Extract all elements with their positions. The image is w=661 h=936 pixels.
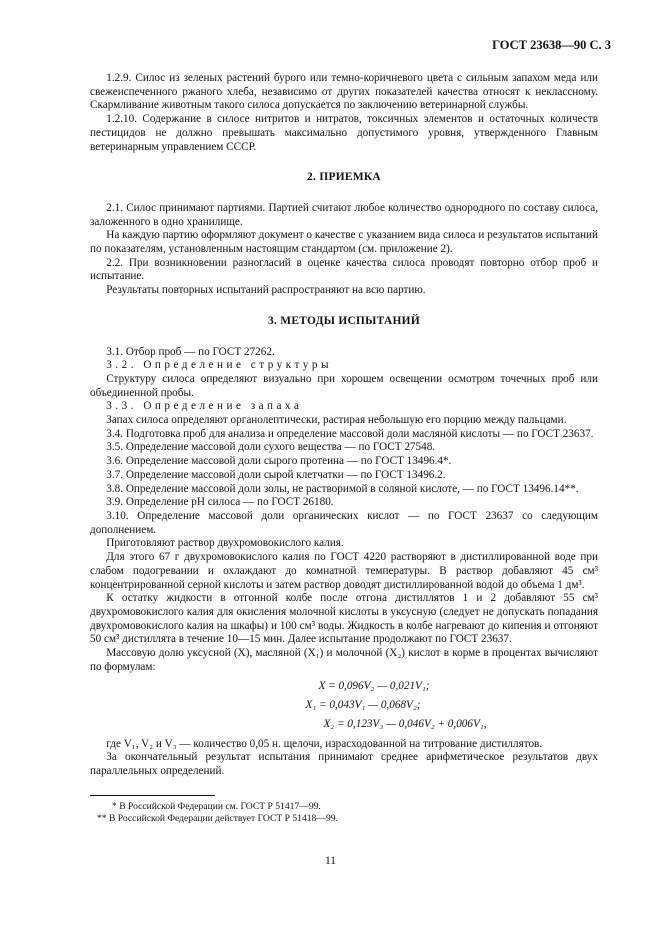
prep-text: Для этого 67 г двухромовокислого калия по ГОСТ 4220 растворяют в дистиллированной воде при слабом подогревании и охлаждают до комнатной температуры. В раствор добавляют 45 см³ концентрированной серной кислоты и затем раствор доводят дистиллированной водой до объема 1 дм³. [90,551,598,591]
formula-block [90,680,598,731]
page-body [90,72,598,825]
page-number: 11 [324,855,337,867]
item-3-4: 3.4. Подготовка проб для анализа и определение массовой доли масляной кислоты — по ГОСТ 23637. [106,427,594,440]
section-3-title: 3. МЕТОДЫ ИСПЫТАНИЙ [267,314,420,327]
item-3-5: 3.5. Определение массовой доли сухого вещества — по ГОСТ 27548. [106,441,436,454]
where-text: где V₁, V₂ и V₃ — количество 0,05 н. щелочи, израсходованной на титрование дистиллятов. [106,737,543,750]
item-3-7: 3.7. Определение массовой доли сырой клетчатки — по ГОСТ 13496.2. [106,468,446,481]
paragraph-1-2-10: 1.2.10. Содержание в силосе нитритов и нитратов, токсичных элементов и остаточных количеств пестицидов не должно превышать максимально допустимого уровня, утвержденного Главным ветеринарным управлением СССР. [90,113,598,153]
running-header: ГОСТ 23638—90 С. 3 [492,38,611,52]
item-3-6: 3.6. Определение массовой доли сырого протеина — по ГОСТ 13496.4*. [106,455,452,468]
formula-3: X₂ = 0,123V₃ — 0,046V₂ + 0,006V₁, [323,717,487,730]
footnote-divider [90,795,215,796]
paragraph-2-1-doc: На каждую партию оформляют документ о качестве с указанием вида силоса и результатов испытаний по показателям, установленным настоящим стандартом (см. приложение 2). [90,229,598,256]
footnote-1: * В Российской Федерации см. ГОСТ Р 51417—99. [112,800,321,812]
paragraph-2-2: 2.2. При возникновении разногласий в оценке качества силоса проводят повторно отбор проб и испытание. [90,256,598,283]
formula-1: X = 0,096V₂ — 0,021V₁; [318,680,430,693]
item-3-10: 3.10. Определение массовой доли органических кислот — по ГОСТ 23637 со следующим дополнением. [90,509,598,536]
section-2-title: 2. ПРИЕМКА [307,171,381,184]
item-3-2-text: Структуру силоса определяют визуально при хорошем освещении осмотром точечных проб или объединенной пробы. [90,372,598,399]
final-result-text: За окончательный результат испытания принимают среднее арифметическое результатов двух параллельных определений. [90,751,598,777]
residue-text: К остатку жидкости в отгонной колбе после отгона дистиллятов 1 и 2 добавляют 55 см³ двухромовокислого калия для окисления молочной кислоты в уксусную (следует не допускать попадания двухромовокислого калия на шкафы) и 100 см³ воды. Жидкость в колбе нагревают до кипения и отгоняют 50 см³ дистиллята в течение 10—15 мин. Далее испытание продолжают по ГОСТ 23637. [90,592,598,646]
footnote-2: ** В Российской Федерации действует ГОСТ Р 51418—99. [97,812,338,824]
item-3-9: 3.9. Определение pH силоса — по ГОСТ 26180. [106,496,334,509]
paragraph-1-2-9: 1.2.9. Силос из зеленых растений бурого или темно-коричневого цвета с сильным запахом меда или свежеиспеченного ржаного хлеба, независимо от других показателей качества относят к неклассному. Скармливание животным такого силоса допускается по заключению ветеринарной службы. [90,72,598,112]
item-3-3-text: Запах силоса определяют органолептически, растирая небольшую его порцию между пальцами. [106,414,567,427]
paragraph-2-1: 2.1. Силос принимают партиями. Партией считают любое количество однородного по составу силоса, заложенного в одно хранилище. [90,201,598,228]
item-3-2-heading: 3.2. Определение структуры [106,359,332,372]
mass-fraction-text: Массовую долю уксусной (X), масляной (X₁) и молочной (X₂) кислот в корме в процентах вычисляют по формулам: [90,647,598,673]
item-3-8: 3.8. Определение массовой доли золы, не растворимой в соляной кислоте, — по ГОСТ 13496.14**. [106,482,579,495]
prep-heading: Приготовляют раствор двухромовокислого калия. [106,537,344,550]
paragraph-2-2-results: Результаты повторных испытаний распространяют на всю партию. [106,284,426,297]
formula-2: X₁ = 0,043V₁ — 0,068V₂; [305,699,421,712]
item-3-3-heading: 3.3. Определение запаха [106,400,303,413]
item-3-1: 3.1. Отбор проб — по ГОСТ 27262. [106,345,275,358]
